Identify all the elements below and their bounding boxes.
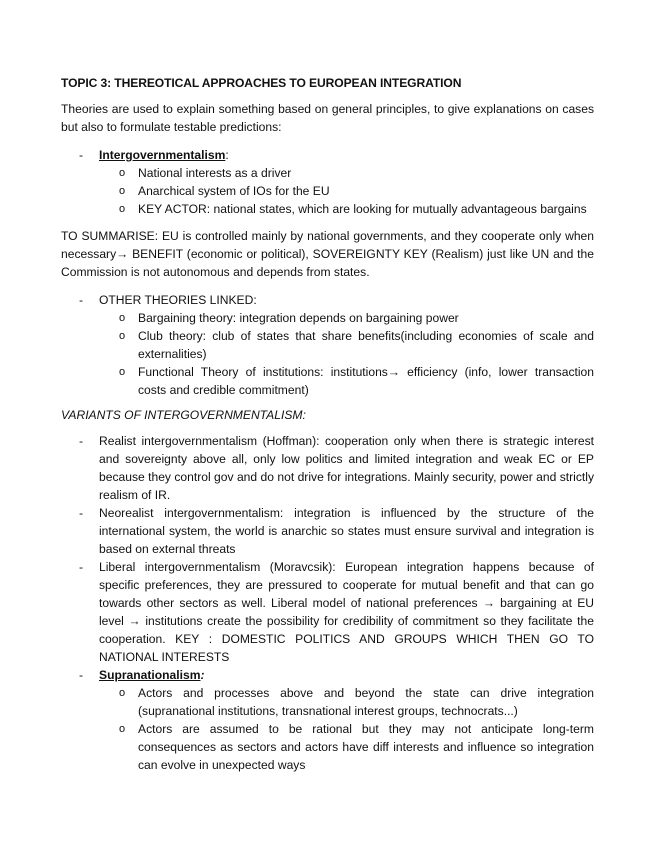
variants-list <box>61 432 594 774</box>
list-item: o KEY ACTOR: national states, which are looking for mutually advantageous bargains <box>99 200 594 218</box>
variant-item: - Liberal intergovernmentalism (Moravcsik): European integration happens because of specific preferences, they are pressured to cooperate for mutual benefit and that can go towards other sectors as well. Liberal model of national preferences → bargaining at EU level → institutions create the possibility for credibility of commitment so they facilitate the cooperation. KEY : DOMESTIC POLITICS AND GROUPS WHICH THEN GO TO NATIONAL INTERESTS <box>61 558 594 666</box>
intro-paragraph: Theories are used to explain something based on general principles, to give explanations on cases but also to formulate testable predictions: <box>61 102 594 134</box>
list-item: o Club theory: club of states that share benefits(including economies of scale and externalities) <box>99 327 594 363</box>
other-theories-label: OTHER THEORIES LINKED: <box>99 293 257 307</box>
other-theories-item <box>61 291 594 399</box>
summary-paragraph: TO SUMMARISE: EU is controlled mainly by national governments, and they cooperate only when necessary→ BENEFIT (economic or political), SOVEREIGNTY KEY (Realism) just like UN and the Commission is not autonomous and depends from states. <box>61 229 594 279</box>
list-item: o Bargaining theory: integration depends on bargaining power <box>99 309 594 327</box>
list-item: o Anarchical system of IOs for the EU <box>99 182 594 200</box>
supra-label: Supranationalism <box>99 668 201 682</box>
list-item: o Actors are assumed to be rational but they may not anticipate long-term consequences as sectors and actors have diff interests and influence so integration can evolve in unexpected ways <box>99 720 594 774</box>
intergov-item <box>61 146 594 218</box>
list-item: o Actors and processes above and beyond the state can drive integration (supranational institutions, transnational interest groups, technocrats...) <box>99 684 594 720</box>
document-page <box>61 76 594 783</box>
supranationalism-item <box>61 666 594 774</box>
list-item: o National interests as a driver <box>99 164 594 182</box>
page-title: TOPIC 3: THEREOTICAL APPROACHES TO EUROPEAN INTEGRATION <box>61 76 462 90</box>
variant-item: - Realist intergovernmentalism (Hoffman): cooperation only when there is strategic interest and sovereignty above all, only low politics and limited integration and weak EC or EP because they control gov and do not drive for integrations. Mainly security, power and strictly realism of IR. <box>61 432 594 504</box>
intergov-label: Intergovernmentalism <box>99 148 226 162</box>
other-theories-list <box>61 291 594 399</box>
supra-suffix: : <box>200 668 205 682</box>
other-theories-sublist <box>99 309 594 399</box>
list-item: o Functional Theory of institutions: institutions→ efficiency (info, lower transaction costs and credible commitment) <box>99 363 594 399</box>
intergov-suffix: : <box>225 148 229 162</box>
intergov-sublist <box>99 164 594 218</box>
variant-item: - Neorealist intergovernmentalism: integration is influenced by the structure of the international system, the world is anarchic so states must ensure survival and integration is based on external threats <box>61 504 594 558</box>
intergov-list <box>61 146 594 218</box>
supra-sublist <box>99 684 594 774</box>
variants-heading: VARIANTS OF INTERGOVERNMENTALISM: <box>61 408 306 422</box>
